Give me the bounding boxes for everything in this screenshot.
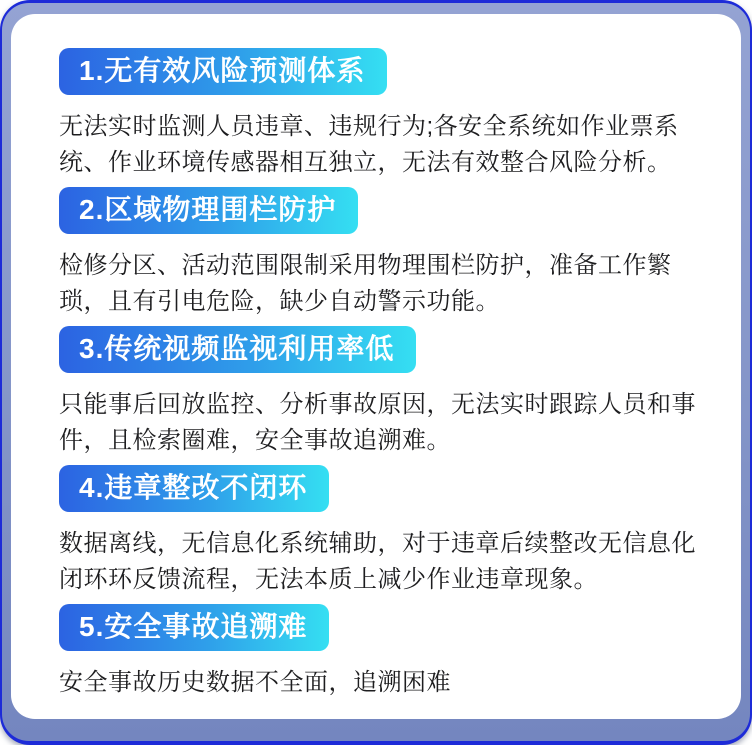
section-2 <box>59 187 699 320</box>
section-3 <box>59 326 699 459</box>
section-3-badge: 3.传统视频监视利用率低 <box>59 326 416 373</box>
section-3-body: 只能事后回放监控、分析事故原因，无法实时跟踪人员和事件，且检索圈难，安全事故追溯难。 <box>59 391 696 454</box>
section-4 <box>59 465 699 598</box>
frame-band <box>2 3 750 741</box>
section-2-badge: 2.区域物理围栏防护 <box>59 187 358 234</box>
section-1-badge: 1.无有效风险预测体系 <box>59 48 387 95</box>
content-card <box>11 14 741 719</box>
section-4-body: 数据离线，无信息化系统辅助，对于违章后续整改无信息化闭环环反馈流程，无法本质上减少作业违章现象。 <box>59 530 696 593</box>
section-4-badge: 4.违章整改不闭环 <box>59 465 329 512</box>
section-5-badge: 5.安全事故追溯难 <box>59 604 329 651</box>
section-2-body: 检修分区、活动范围限制采用物理围栏防护，准备工作繁琐，且有引电危险，缺少自动警示功能。 <box>59 252 672 315</box>
section-5-body: 安全事故历史数据不全面，追溯困难 <box>59 669 451 696</box>
section-1 <box>59 48 699 181</box>
section-5 <box>59 604 699 701</box>
section-1-body: 无法实时监测人员违章、违规行为;各安全系统如作业票系统、作业环境传感器相互独立，无法有效整合风险分析。 <box>59 113 679 176</box>
